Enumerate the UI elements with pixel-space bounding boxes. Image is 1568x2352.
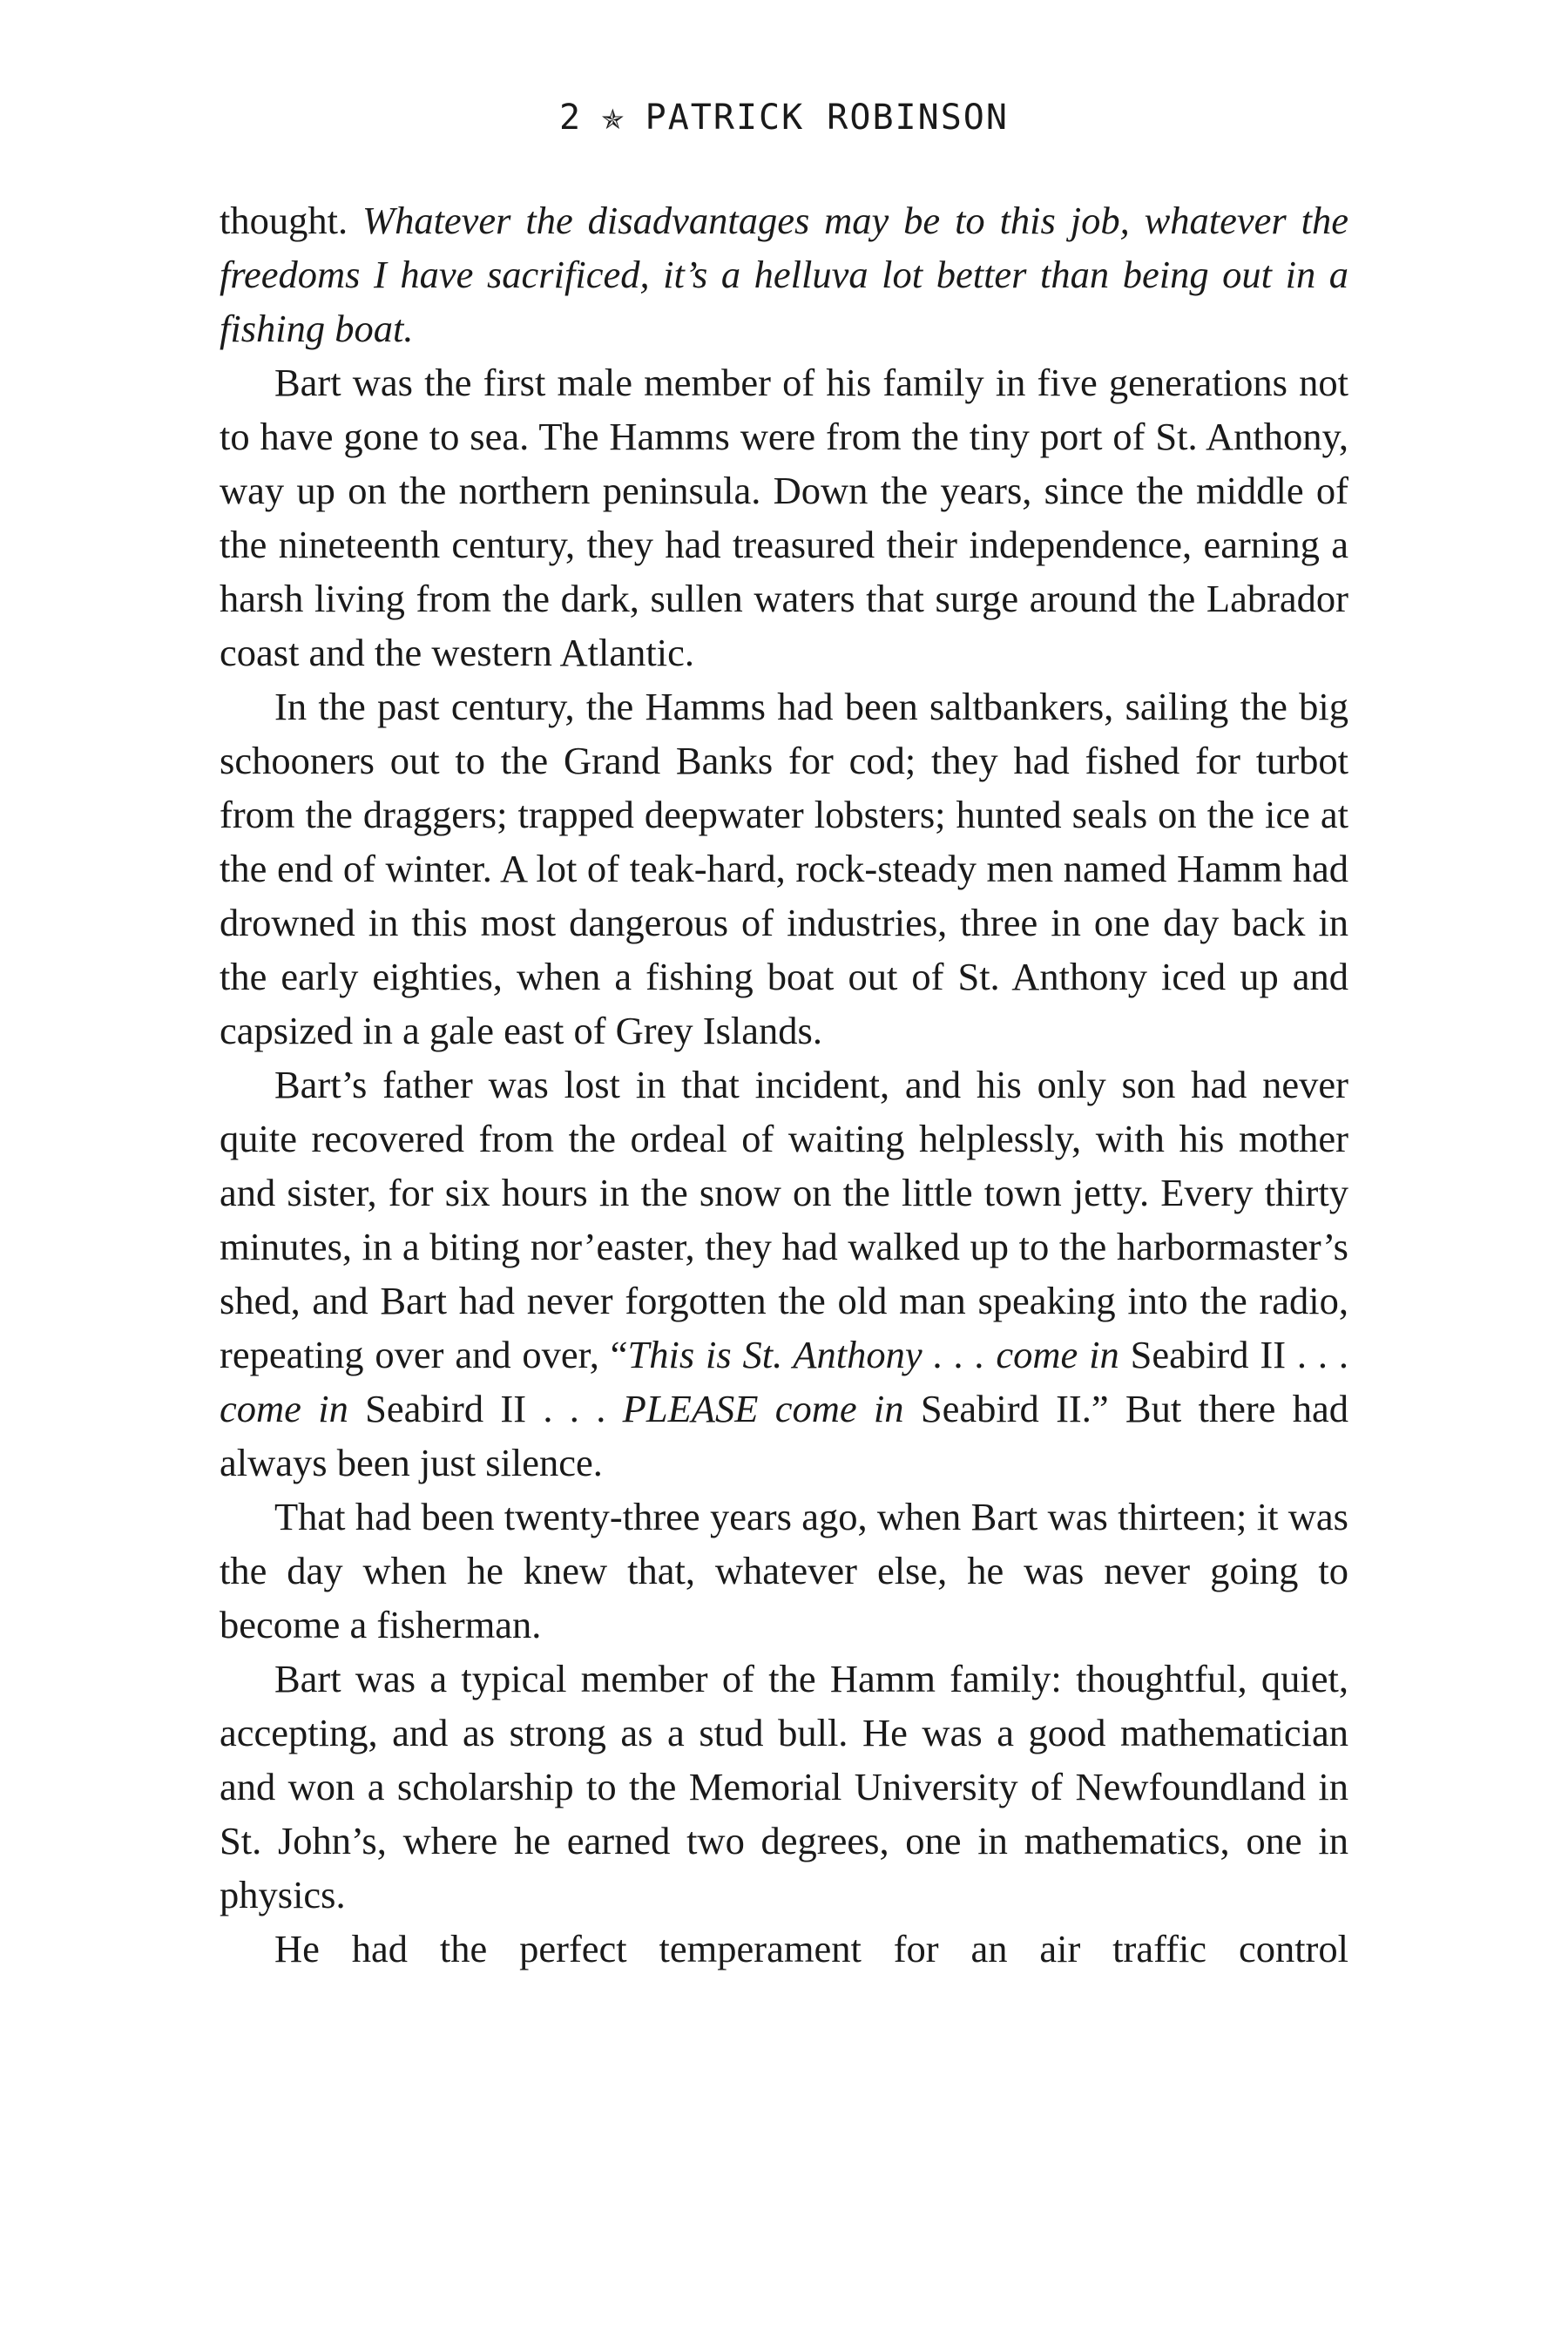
paragraph-continuation <box>220 193 1348 355</box>
paragraph-text: Bart’s father was lost in that incident, and his only son had never quite recovered from the ordeal of waiting helplessly, with his mother and sister, for six hours in the snow on the little town jetty. Every thirty minutes, in a biting nor’easter, they had walked up to the harbormaster’s shed, and Bart had never forgotten the old man speaking into the radio, repeating over and over, “ <box>220 1063 1348 1376</box>
italic-radio-call: This is St. Anthony . . . come in <box>627 1333 1119 1376</box>
paragraph-continues: He had the perfect temperament for an air traffic control <box>274 1927 1348 1970</box>
paragraph: Bart was the first male member of his family in five generations not to have gone to sea. The Hamms were from the tiny port of St. Anthony, way up on the northern peninsula. Down the years, since the middle of the nineteenth century, they had treasured their independence, earning a harsh living from the dark, sullen waters that surge around the Labrador coast and the western Atlantic. <box>220 361 1348 674</box>
author-name: PATRICK ROBINSON <box>645 98 1009 138</box>
body-text <box>220 193 1348 1976</box>
paragraph: That had been twenty-three years ago, when Bart was thirteen; it was the day when he knew that, whatever else, he was never going to become a fisherman. <box>220 1495 1348 1646</box>
page-number: 2 <box>559 98 583 138</box>
italic-radio-call: PLEASE come in <box>622 1387 904 1430</box>
italic-radio-call: come in <box>220 1387 348 1430</box>
paragraph <box>220 1058 1348 1490</box>
paragraph-text: Seabird II . . . <box>1119 1333 1348 1376</box>
star-ornament-icon: ✯ <box>601 94 626 139</box>
paragraph-text: Seabird II.” But there had always been just silence. <box>220 1387 1349 1484</box>
running-head <box>0 94 1568 139</box>
italic-thought: Whatever the disadvantages may be to this job, whatever the freedoms I have sacrificed, it’s a helluva lot better than being out in a fishing boat. <box>220 199 1349 350</box>
paragraph-lead: thought. <box>220 199 362 242</box>
paragraph: Bart was a typical member of the Hamm family: thoughtful, quiet, accepting, and as strong as a stud bull. He was a good mathematician and won a scholarship to the Memorial University of Newfoundland in St. John’s, where he earned two degrees, one in mathematics, one in physics. <box>220 1657 1348 1916</box>
paragraph: In the past century, the Hamms had been saltbankers, sailing the big schooners out to the Grand Banks for cod; they had fished for turbot from the draggers; trapped deepwater lobsters; hunted seals on the ice at the end of winter. A lot of teak-hard, rock-steady men named Hamm had drowned in this most dangerous of industries, three in one day back in the early eighties, when a fishing boat out of St. Anthony iced up and capsized in a gale east of Grey Islands. <box>220 685 1348 1052</box>
paragraph-text: Seabird II . . . <box>348 1387 623 1430</box>
